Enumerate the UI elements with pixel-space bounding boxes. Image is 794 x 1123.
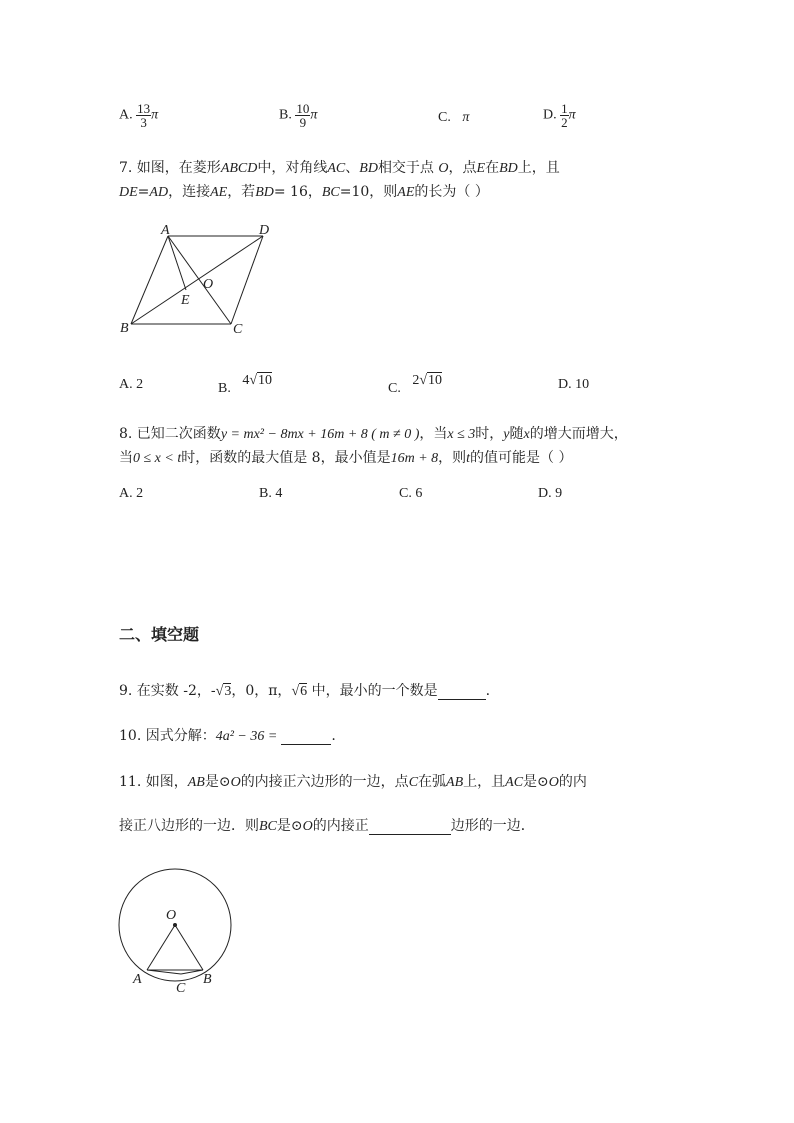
q8-option-c: C. 6	[399, 486, 423, 501]
label-b: B	[203, 972, 212, 987]
chord-cb	[181, 970, 203, 974]
sqrt: 4√10	[242, 373, 273, 388]
label-c: C	[176, 981, 186, 996]
fraction: $\frac{1}{2}$	[561, 101, 568, 130]
label-c: C	[233, 322, 243, 337]
q7-option-a: A. 2	[119, 377, 144, 392]
label-a: A	[161, 223, 170, 238]
chord-ac	[147, 970, 181, 974]
q6-option-a: A. $\frac{13}{3}$ π	[119, 101, 159, 130]
q8-option-a: A. 2	[119, 486, 144, 501]
q11-line1: 11. 如图，AB是⊙O的内接正六边形的一边，点C在弧AB上，且AC是⊙O的内	[119, 774, 587, 790]
q8-line2: 当0 ≤ x < t时，函数的最大值是 8，最小值是16m + 8，则t的值可能是（ ）	[119, 450, 573, 466]
q6-option-c: C. π	[438, 110, 470, 125]
sqrt: √3	[215, 684, 232, 699]
section-title: 二、填空题	[119, 625, 200, 644]
label-o: O	[166, 908, 177, 923]
radius-ob	[175, 925, 203, 970]
q10: 10. 因式分解：4a² − 36 = .	[119, 728, 336, 744]
q9: 9. 在实数 -2，-√3，0，π，√6 中，最小的一个数是 .	[119, 683, 491, 699]
q8-line1: 8. 已知二次函数y = mx² − 8mx + 16m + 8 ( m ≠ 0 )，当x ≤ 3时，y随x的增大而增大，	[119, 426, 628, 442]
fraction: $\frac{10}{9}$	[296, 101, 310, 130]
q11-line2: 接正八边形的一边．则BC是⊙O的内接正 边形的一边．	[119, 818, 535, 834]
q7-option-c: C. 2√10	[388, 373, 443, 396]
label-d: D	[259, 223, 270, 238]
label-o: O	[203, 277, 214, 292]
q7-option-d: D. 10	[558, 377, 590, 392]
q8-option-d: D. 9	[538, 486, 563, 501]
radius-oa	[147, 925, 175, 970]
sqrt: √6	[291, 684, 308, 699]
center-dot	[173, 923, 177, 927]
sqrt: 2√10	[412, 373, 443, 388]
label-b: B	[120, 321, 129, 336]
fraction: $\frac{13}{3}$	[137, 101, 151, 130]
q7-line2: DE=AD，连接AE，若BD= 16，BC=10，则AE的长为（ ）	[119, 184, 489, 200]
q8-option-b: B. 4	[259, 486, 283, 501]
q7-line1: 7. 如图，在菱形ABCD中，对角线AC、BD相交于点 O，点E在BD上，且	[119, 160, 560, 176]
q6-option-b: B. $\frac{10}{9}$ π	[279, 101, 318, 130]
label-a: A	[133, 972, 142, 987]
q7-option-b: B. 4√10	[218, 373, 273, 396]
label-e: E	[181, 293, 190, 308]
q6-option-d: D. $\frac{1}{2}$ π	[543, 101, 576, 130]
